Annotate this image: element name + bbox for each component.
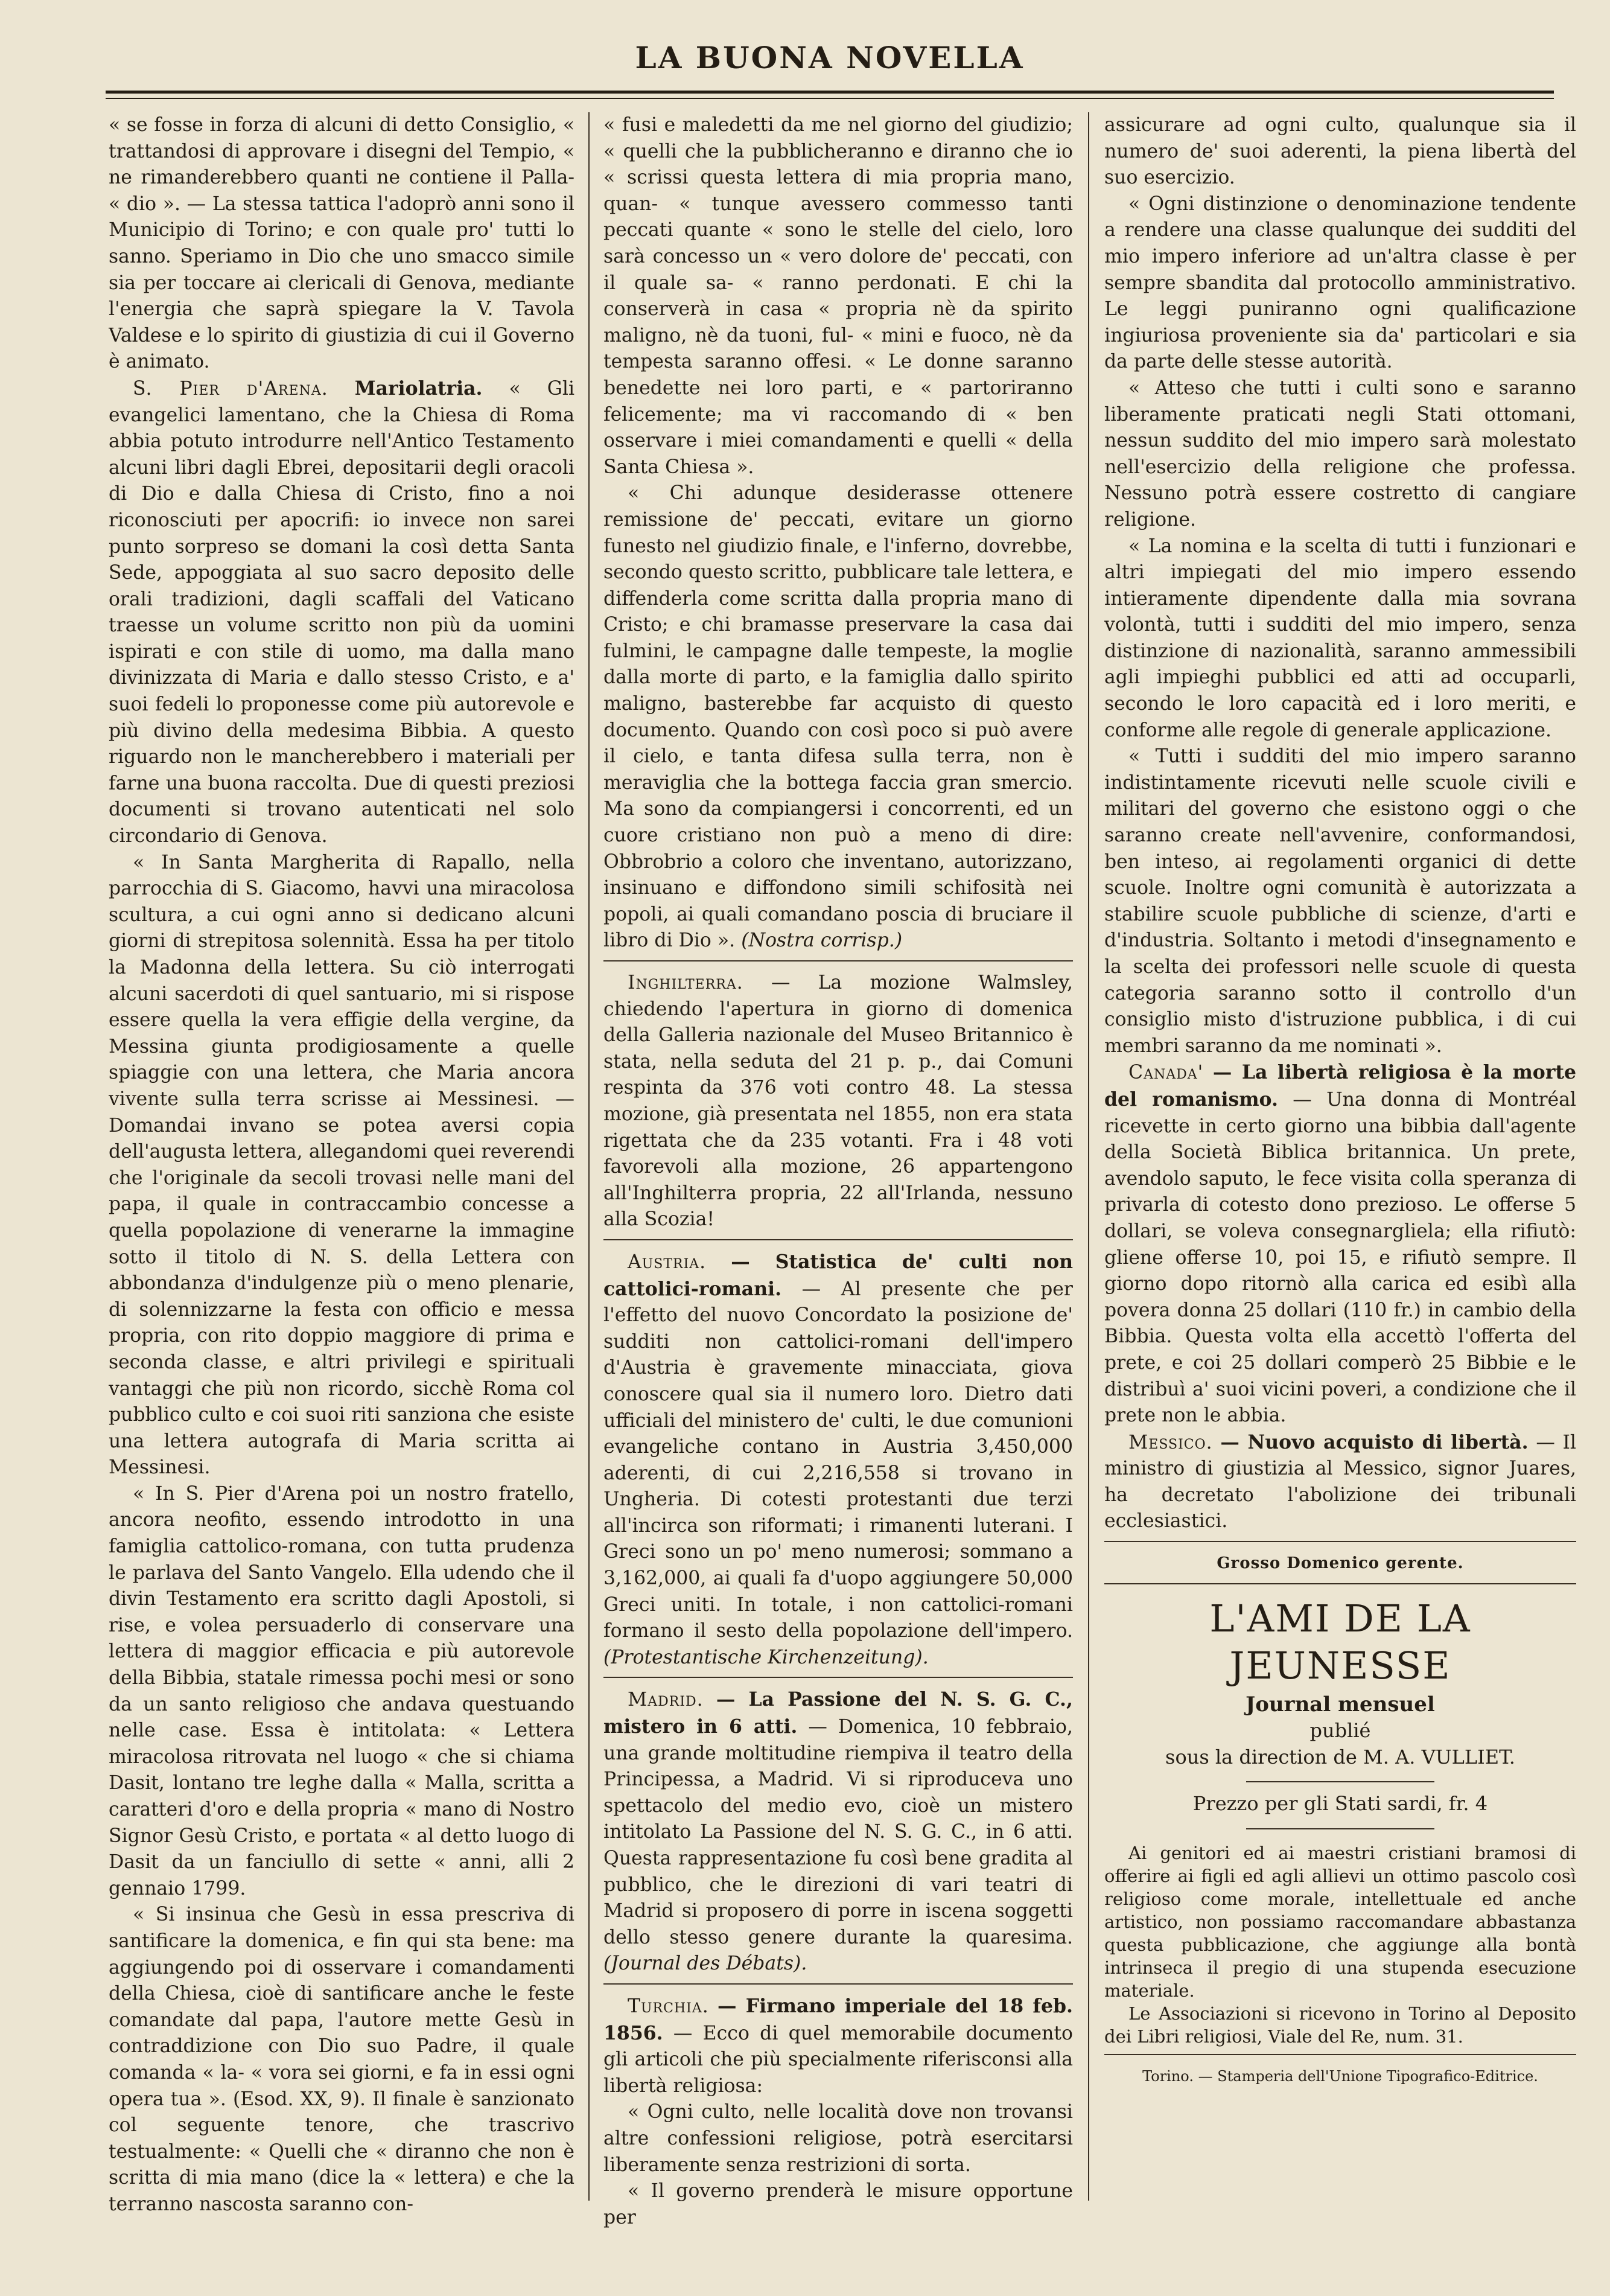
column-2 (603, 112, 1073, 2261)
column-divider (1088, 112, 1089, 2201)
article-place: Canada' (1128, 1062, 1204, 1084)
paragraph: « Tutti i sudditi del mio impero saranno indistintamente ricevuti nelle scuole civili e militari del governo che esistono oggi o che saranno create nell'avvenire, conformandosi, ben inteso, ai regolamenti organici di dette scuole. Inoltre ogni comunità è autorizzata a stabilire scuole pubbliche di scienze, d'arti e d'industria. Soltanto i metodi d'insegnamento e la scelta dei professori nelle scuole di questa categoria saranno sotto il controllo d'un consiglio misto d'istruzione pubblica, i di cui membri saranno da me nominati ». (1104, 745, 1576, 1057)
paragraph: « Il governo prenderà le misure opportune per (603, 2180, 1073, 2228)
column-1 (109, 112, 574, 2261)
article-separator (603, 1239, 1073, 1240)
article-title: — La libertà religiosa è la morte del romanismo. (1104, 1061, 1576, 1111)
article-place: S. Pier d'Arena. (133, 377, 328, 400)
source-credit: (Nostra corrisp.) (741, 930, 903, 952)
ad-line: sous la direction de M. A. VULLIET. (1165, 1745, 1515, 1768)
paragraph-text: — Una donna di Montréal ricevette in certo giorno una bibbia dall'agente della Società Biblica britannica. Un prete, avendolo saputo, le fece visita colla speranza di privarla di cotesto dono prezioso. Le offerse 5 dollari, se voleva consegnargliela; ella rifiutò: gliene offerse 10, poi 15, e rifiutò sempre. Il giorno dopo ritornò alla carica ed esibì alla povera donna 25 dollari (110 fr.) in cambio della Bibbia. Questa volta ella accettò l'offerta del prete, e coi 25 dollari comperò 25 Bibbie e le distribuì a' suoi vicini poveri, a condizione che il prete non le abbia. (1104, 1088, 1576, 1427)
article-title: — Nuovo acquisto di libertà. (1220, 1430, 1529, 1453)
editor-signature: Grosso Domenico gerente. (1217, 1554, 1464, 1573)
ad-line: publié (1309, 1719, 1371, 1743)
column-divider (588, 112, 590, 2201)
article-separator (603, 960, 1073, 961)
signature-rule (1104, 1583, 1576, 1584)
article-separator (603, 1983, 1073, 1985)
article-paragraph (603, 1993, 1073, 2099)
article-paragraph (109, 375, 574, 850)
paragraph: « Si insinua che Gesù in essa prescriva di santificare la domenica, e fin qui sta bene: ma aggiungendo poi di osservare i comandamenti della Chiesa, cioè di santificare anche le feste comandate dal papa, l'autore mette Gesù in contraddizione con Dio suo Padre, il quale comanda « la- « vora sei giorni, e fa in essi ogni opera tua ». (Esod. XX, 9). Il finale è sanzionato col seguente tenore, che trascrivo testualmente: « Quelli che « diranno che non è scritta di mia mano (dice la « lettera) e che la terranno nascosta saranno con- (109, 1904, 574, 2215)
signature-rule (1104, 1541, 1576, 1542)
paragraph: « In Santa Margherita di Rapallo, nella parrocchia di S. Giacomo, havvi una miracolosa scultura, a cui ogni anno si dedicano alcuni giorni di strepitosa solennità. Essa ha per titolo la Madonna della lettera. Su ciò interrogati alcuni sacerdoti di quel santuario, mi si rispose essere quella la vera effigie della vergine, da Messina giunta prodigiosamente a quelle spiaggie con una lettera, che Maria ancora vivente sulla terra scrisse ai Messinesi. — Domandai invano se potea aversi copia dell'augusta lettera, allegandomi quei reverendi che l'originale da secoli trovasi nelle mani del papa, il quale in contraccambio concesse a quella popolazione di venerarne la immagine sotto il titolo di N. S. della Lettera con abbondanza d'indulgenze più o meno plenarie, di solennizzarne la festa con officio e messa propria, con rito doppio maggiore di prima e seconda classe, e altri privilegi e spirituali vantaggi che più non ricordo, sicchè Roma col pubblico culto e coi suoi riti sanziona che esiste una lettera autografa di Maria scritta ai Messinesi. (109, 851, 574, 1479)
imprint-rule (1104, 2054, 1576, 2055)
article-title: — Statistica de' culti non cattolici-romani. (603, 1250, 1073, 1300)
source-credit: (Journal des Débats). (603, 1953, 807, 1975)
article-title: — La Passione del N. S. G. C., mistero in 6 atti. (603, 1688, 1073, 1738)
paragraph-text: « Chi adunque desiderasse ottenere remissione de' peccati, evitare un giorno funesto nel giudizio finale, e l'inferno, dovrebbe, secondo questo scritto, pubblicare tale lettera, e diffenderla come scritta dalla propria mano di Cristo; e chi bramasse preservare la casa dai fulmini, le campagne dalle tempeste, la moglie dalla morte di parto, e la famiglia dallo spirito maligno, basterebbe far acquisto di questo documento. Quando con così poco si può avere il cielo, e tanta difesa sulla terra, non è meraviglia che la bottega faccia gran smercio. Ma sono da compiangersi i concorrenti, ed un cuore cristiano non può a meno di dire: Obbrobrio a coloro che inventano, autorizzano, insinuano e diffondono simili schifosità nei popoli, ai quali comandano poscia di bruciare il libro di Dio ». (603, 482, 1073, 952)
header-rule (106, 91, 1554, 94)
article-place: Turchia. (628, 1995, 709, 2017)
article-title: Mariolatria. (354, 377, 483, 400)
header-rule-thin (106, 98, 1554, 99)
paragraph-text: « Gli evangelici lamentano, che la Chiesa di Roma abbia potuto introdurre nell'Antico Testamento alcuni libri dagli Ebrei, depositarii degli oracoli di Dio e dalla Chiesa di Cristo, fino a noi riconosciuti per apocrifi: io invece non sarei punto sorpreso se domani la così detta Santa Sede, appoggiata al suo sacro deposito delle orali tradizioni, dagli scaffali del Vaticano traesse un volume scritto non più da uomini ispirati e con stile di uomo, ma dalla mano divinizzata di Maria e dallo stesso Cristo, e a' suoi fedeli lo proponesse come più autorevole e più divino della medesima Bibbia. A questo riguardo non le mancherebbero i materiali per farne una buona raccolta. Due di questi preziosi documenti si trovano autenticati nel solo circondario di Genova. (109, 377, 574, 847)
paragraph-text: — Al presente che per l'effetto del nuovo Concordato la posizione de' sudditi non cattolici-romani dell'impero d'Austria è gravemente minacciata, giova conoscere qual sia il numero loro. Dietro dati ufficiali del ministero de' culti, le due comunioni evangeliche contano in Austria 3,450,000 aderenti, di cui 2,216,558 si trovano in Ungheria. Di cotesti protestanti due terzi all'incirca son riformati; i rimanenti luterani. I Greci sono un po' meno numerosi; sommano a 3,162,000, ai quali fa d'uopo aggiungere 50,000 Greci uniti. In totale, i non cattolici-romani formano il sesto della popolazione dell'impero. (603, 1278, 1073, 1642)
article-separator (603, 1677, 1073, 1678)
ad-subtitle: Journal mensuel (1246, 1692, 1435, 1717)
ad-paragraph: Ai genitori ed ai maestri cristiani bramosi di offerire ai figli ed agli allievi un ottimo pascolo così religioso come morale, intellettuale ed anche artistico, non possiamo raccomandare abbastanza questa pubblicazione, che aggiunge alla bontà intrinseca il pregio di una stupenda esecuzione materiale. (1104, 1843, 1576, 2001)
imprint: Torino. — Stamperia dell'Unione Tipografico-Editrice. (1142, 2068, 1538, 2085)
paragraph-text: — Il ministro di giustizia al Messico, signor Juares, ha decretato l'abolizione dei tribunali ecclesiastici. (1104, 1431, 1576, 1532)
article-paragraph (603, 970, 1073, 1233)
paragraph-text: — Domenica, 10 febbraio, una grande moltitudine riempiva il teatro della Principessa, a Madrid. Vi si riproduceva uno spettacolo del medio evo, cioè un mistero intitolato La Passione del N. S. G. C., in 6 atti. Questa rappresentazione fu così bene gradita al pubblico, che le direzioni di vari teatri di Madrid si proposero di porre in iscena soggetti dello stesso genere durante la quaresima. (603, 1716, 1073, 1948)
paragraph: « Ogni culto, nelle località dove non trovansi altre confessioni religiose, potrà esercitarsi liberamente senza restrizioni di sorta. (603, 2101, 1073, 2176)
paragraph: « In S. Pier d'Arena poi un nostro fratello, ancora neofito, essendo introdotto in una famiglia cattolico-romana, con tutta prudenza le parlava del Santo Vangelo. Ella udendo che il divin Testamento era scritto dagli Apostoli, si rise, e volea persuaderlo di conservare una lettera di maggior efficacia e più autorevole della Bibbia, statale rimessa pochi mesi or sono da un santo religioso che andava questuando nelle case. Essa è intitolata: « Lettera miracolosa ritrovata nel luogo « che si chiama Dasit, lontano tre leghe dalla « Malla, scritta a caratteri d'oro e della propria « mano di Nostro Signor Gesù Cristo, e portata « al detto luogo di Dasit da un fanciullo di sette « anni, alli 2 gennaio 1799. (109, 1482, 574, 1899)
article-title: — Firmano imperiale del 18 feb. 1856. (603, 1994, 1073, 2044)
ad-divider (1246, 1781, 1435, 1782)
column-3 (1104, 112, 1576, 2261)
ad-paragraph: Le Associazioni si ricevono in Torino al Deposito dei Libri religiosi, Viale del Re, num. 31. (1104, 2003, 1576, 2047)
paragraph-text: — Ecco di quel memorabile documento gli articoli che più specialmente riferisconsi alla libertà religiosa: (603, 2022, 1073, 2097)
paragraph: « Atteso che tutti i culti sono e saranno liberamente praticati negli Stati ottomani, nessun suddito del mio impero sarà molestato nell'esercizio della religione che professa. Nessuno potrà essere costretto di cangiare religione. (1104, 377, 1576, 531)
article-paragraph (603, 1249, 1073, 1671)
source-credit: (Protestantische Kirchenzeitung). (603, 1646, 929, 1668)
article-place: Messico. (1128, 1431, 1213, 1453)
article-paragraph (603, 1686, 1073, 1977)
paragraph-text: — La mozione Walmsley, chiedendo l'apertura in giorno di domenica della Galleria nazionale del Museo Britannico è stata, nella seduta del 21 p. p., dai Comuni respinta da 376 voti contro 48. La stessa mozione, già presentata nel 1855, non era stata rigettata che da 235 votanti. Fra i 48 voti favorevoli alla mozione, 26 appartengono all'Inghilterra propria, 22 all'Irlanda, nessuno alla Scozia! (603, 972, 1073, 1231)
article-place: Madrid. (628, 1689, 704, 1711)
article-place: Austria. (628, 1251, 707, 1273)
article-paragraph (603, 480, 1073, 954)
article-paragraph (1104, 1059, 1576, 1429)
article-place: Inghilterra. (628, 972, 743, 993)
ad-body (1104, 1842, 1576, 2048)
paragraph: « La nomina e la scelta di tutti i funzionari e altri impiegati del mio impero essendo intieramente dipendente dalla mia sovrana volontà, tutti i sudditi del mio impero, senza distinzione di nazionalità, saranno ammessibili agli impieghi pubblici ed atti ad occuparli, secondo le loro capacità ed i loro meriti, e conforme alle regole di generale applicazione. (1104, 535, 1576, 741)
advertisement (1104, 1595, 1576, 2048)
paragraph: « Ogni distinzione o denominazione tendente a rendere una classe qualunque dei sudditi del mio impero inferiore ad un'altra classe è per sempre sbandita dal protocollo amministrativo. Le leggi puniranno ogni qualificazione ingiuriosa proveniente sia da' particolari e sia da parte delle stesse autorità. (1104, 193, 1576, 373)
ad-price: Prezzo per gli Stati sardi, fr. 4 (1192, 1792, 1488, 1816)
article-paragraph (1104, 1429, 1576, 1535)
paragraph: « se fosse in forza di alcuni di detto Consiglio, « trattandosi di approvare i disegni del Tempio, « ne rimanderebbero quanti ne contiene il Palla- « dio ». — La stessa tattica l'adoprò anni sono il Municipio di Torino; e con quale pro' tutti lo sanno. Speriamo in Dio che uno smacco simile sia per toccare ai clericali di Genova, mediante l'energia che saprà spiegare la V. Tavola Valdese e lo spirito di giustizia di cui il Governo è animato. (109, 114, 574, 373)
masthead: LA BUONA NOVELLA (635, 40, 1025, 75)
paragraph: assicurare ad ogni culto, qualunque sia il numero de' suoi aderenti, la piena libertà del suo esercizio. (1104, 114, 1576, 189)
ad-divider (1246, 1828, 1435, 1829)
paragraph: « fusi e maledetti da me nel giorno del giudizio; « quelli che la pubblicheranno e diranno che io « scrissi questa lettera di mia propria mano, quan- « tunque avessero commesso tanti peccati quante « sono le stelle del cielo, loro sarà concesso un « vero dolore de' peccati, con il quale sa- « ranno perdonati. E chi la conserverà in casa « propria nè da spirito maligno, nè da tuoni, ful- « mini e fuoco, nè da tempesta saranno offesi. « Le donne saranno benedette nei loro parti, e « partoriranno felicemente; ma vi raccomando di « ben osservare i miei comandamenti e quelli « della Santa Chiesa ». (603, 114, 1073, 478)
ad-title: L'AMI DE LA JEUNESSE (1209, 1596, 1471, 1688)
